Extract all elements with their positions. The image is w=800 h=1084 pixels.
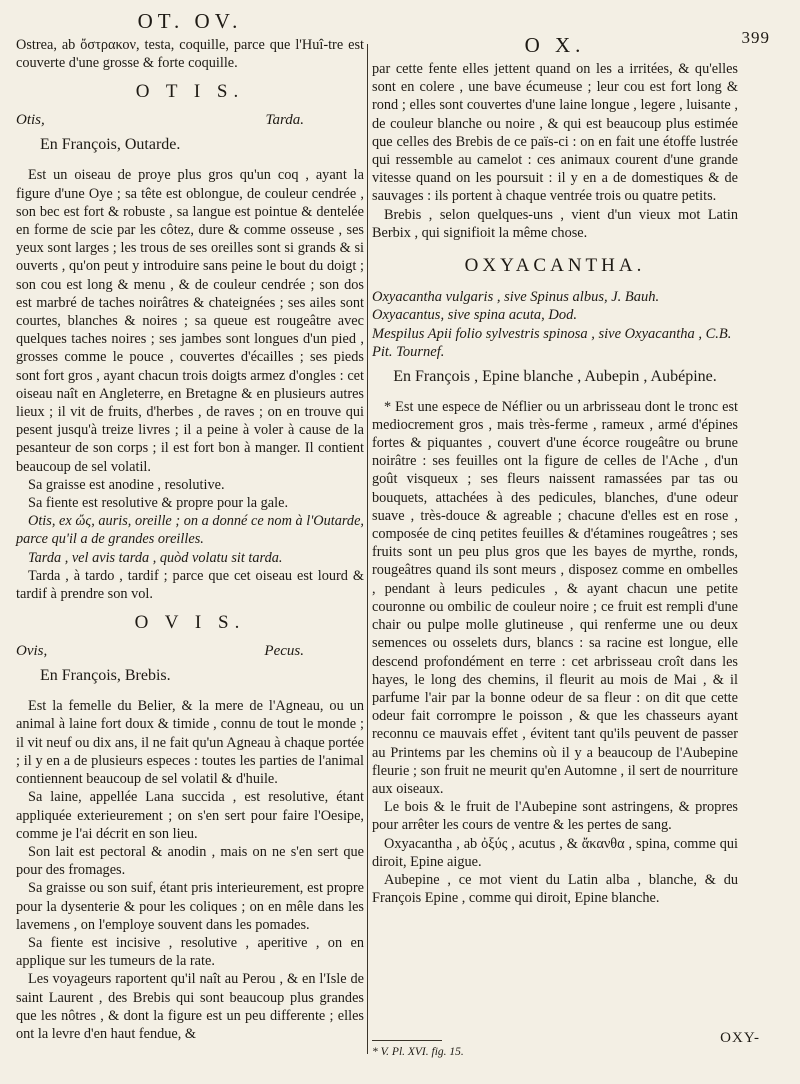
otis-synonyms [16,110,364,130]
otis-syn-right: Tarda. [265,112,304,129]
ovis-french-name: En François, Brebis. [40,667,171,685]
ox-paragraph: par cette fente elles jettent quand on les a irritées, & qu'elles sont en colere , une bave écumeuse ; leur cou est fort long & rond ; elles sont couvertes d'une laine longue , legere , luisante , de couleur blanche ou noire , & qui est beaucoup plus estimée que celles des Brebis de ce païs-ci : on en fait une étoffe lustrée qui ressemble au camelot : ces animaux courent d'une grande vitesse quand on les poursuit : il y en a de domestiques & de sauvages : ils portent à chaque ventrée trois ou quatre petits. [372,61,738,205]
page-number: 399 [741,28,770,47]
ovis-heading: O V I S. [134,612,246,634]
column-divider [367,44,368,1054]
oxyacantha-french-name: En François , Epine blanche , Aubepin , Aubépine. [393,367,717,385]
ostrea-entry: Ostrea, ab ὄστρακον, testa, coquille, parce que l'Huî-tre est couverte d'une grosse & forte coquille. [16,37,364,72]
otis-french-name: En François, Outarde. [40,136,181,154]
ovis-paragraph: Sa fiente est incisive , resolutive , aperitive , on en applique sur les tumeurs de la rate. [16,934,364,970]
otis-syn-left: Otis, [16,112,45,129]
ovis-paragraph: Sa laine, appellée Lana succida , est resolutive, étant appliquée exterieurement ; on s'en sert pour faire l'Oesipe, comme je l'ai décrit en son lieu. [16,789,364,842]
otis-paragraph: Tarda , à tardo , tardif ; parce que cet oiseau est lourd & tardif à prendre son vol. [16,567,364,603]
footnote: * V. Pl. XVI. fig. 15. [372,1046,464,1058]
otis-paragraph: Sa fiente est resolutive & propre pour la gale. [28,495,289,512]
ovis-paragraph: Les voyageurs raportent qu'il naît au Perou , & en l'Isle de saint Laurent , des Brebis qui sont beaucoup plus grandes que les nôtres , & dont la figure est un peu differente ; elles ont la levre d'en haut fendue, & [16,971,364,1042]
oxyacantha-synonym: Oxyacantha vulgaris , sive Spinus albus, J. Bauh. [372,289,660,306]
left-column [16,8,364,1043]
ovis-syn-right: Pecus. [264,643,304,660]
oxyacantha-synonym: Mespilus Apii folio sylvestris spinosa , sive Oxyacantha , C.B. Pit. Tournef. [372,325,732,361]
otis-paragraph: Otis, ex ὤς, auris, oreille ; on a donné ce nom à l'Outarde, parce qu'il a de grandes oreilles. [16,513,364,548]
oxyacantha-paragraph: Oxyacantha , ab ὀξύς , acutus , & ἄκανθα , spina, comme qui diroit, Epine aigue. [372,835,738,870]
footnote-rule [372,1040,442,1041]
ovis-syn-left: Ovis, [16,643,48,660]
oxyacantha-paragraph: Aubepine , ce mot vient du Latin alba , blanche, & du François Epine , comme qui diroit, Epine blanche. [372,871,738,907]
right-column [372,8,738,907]
oxyacantha-paragraph: Le bois & le fruit de l'Aubepine sont astringens, & propres pour arrêter les cours de ventre & les pertes de sang. [372,799,738,834]
oxyacantha-paragraph: * Est une espece de Néflier ou un arbrisseau dont le tronc est mediocrement gros , mais très-ferme , rameux , armé d'épines fortes & piquantes , couvert d'une écorce rougeâtre ou brune noirâtre : ses feuilles ont la figure de celles de l'Ache , d'un goût visqueux ; ses fleurs naissent ramassées par tas ou bouquets, attachées à des pedicules, blanches, d'une odeur suave , très-douce & agreable ; chacune d'elles est en rose , composée de cinq petites feuilles & d'étamines rougeâtres ; ses fruits sont un peu plus gros que les bayes de myrthe, ronds, rougeâtres quand ils sont meurs , disposez comme en ombelles , pendant à leurs pedicules , & ayant chacun une petite couronne ou ombilic de couleur noire ; ce fruit est rempli d'une chair ou pulpe molle glutineuse , qui renferme une ou deux semences ou osselets durs, blancs : sa racine est longue, elle descend profondément en terre : cet arbrisseau croît dans les hayes, le long des chemins, il fleurit au mois de Mai , & il parfume l'air par la bonne odeur de sa fleur : on dit que cette odeur fait corrompre le poisson , & que les chasseurs ayant reconnu ce mauvais effet , évitent tant qu'ils peuvent de passer au Printems par les chemins où il y a beaucoup de l'Aubepine fleurie ; son fruit ne meurit qu'en Automne , il sert de nourriture aux oiseaux. [372,398,738,797]
right-running-head: O X. [524,33,586,57]
catchword: OXY- [720,1030,760,1046]
left-running-head: OT. OV. [137,9,243,33]
otis-paragraph: Sa graisse est anodine , resolutive. [28,476,225,493]
ovis-paragraph: Sa graisse ou son suif, étant pris interieurement, est propre pour la dysenterie & pour les coliques ; on en mêle dans les lavemens , on l'employe souvent dans les pomades. [16,880,364,933]
ovis-paragraph: Son lait est pectoral & anodin , mais on ne s'en sert que pour des fromages. [16,843,364,879]
ovis-paragraph: Est la femelle du Belier, & la mere de l'Agneau, ou un animal à laine fort doux & timide , connu de tout le monde ; il vit neuf ou dix ans, il ne fait qu'un Agneau à chaque portée ; il y en a de plusieurs especes : toutes les parties de l'animal contiennent beaucoup de sel volatil & d'huile. [16,698,364,788]
ovis-synonyms [16,641,364,661]
otis-paragraph: Est un oiseau de proye plus gros qu'un coq , ayant la figure d'une Oye ; sa tête est oblongue, de couleur cendrée , son bec est fort & robuste , sa langue est pointue & dentelée en forme de scie par les côtez, dure & comme osseuse , ses yeux sont larges ; les trous de ses oreilles sont si grands & si ouverts , qu'on peut y introduire sans peine le bout du doigt ; son cou est long & menu , & de couleur cendrée ; son dos est marbré de taches noirâtres & chateignées ; ses ailes sont courtes, blanches & noires ; sa queue est rougeâtre avec quelques taches noires ; ses jambes sont longues d'un pied , grosses comme le pouce , couvertes d'écailles ; ses pieds sont fort gros , ayant chacun trois doigts armez d'ongles : cet oiseau naît en Angleterre, en Bretagne & en plusieurs autres lieux ; il vit de fruits, d'herbes , de raves ; on en trouve qui pesent jusqu'à treize livres ; il a peine à voler à cause de la pesanteur de son corps ; il est fort bon à manger. Il contient beaucoup de sel volatil. [16,167,364,475]
otis-heading: O T I S. [135,81,245,103]
oxyacantha-heading: OXYACANTHA. [464,255,646,277]
oxyacantha-synonym: Oxyacantus, sive spina acuta, Dod. [372,307,577,324]
ox-paragraph: Brebis , selon quelques-uns , vient d'un vieux mot Latin Berbix , qui signifioit la même chose. [372,206,738,241]
otis-paragraph: Tarda , vel avis tarda , quòd volatu sit tarda. [28,549,283,566]
